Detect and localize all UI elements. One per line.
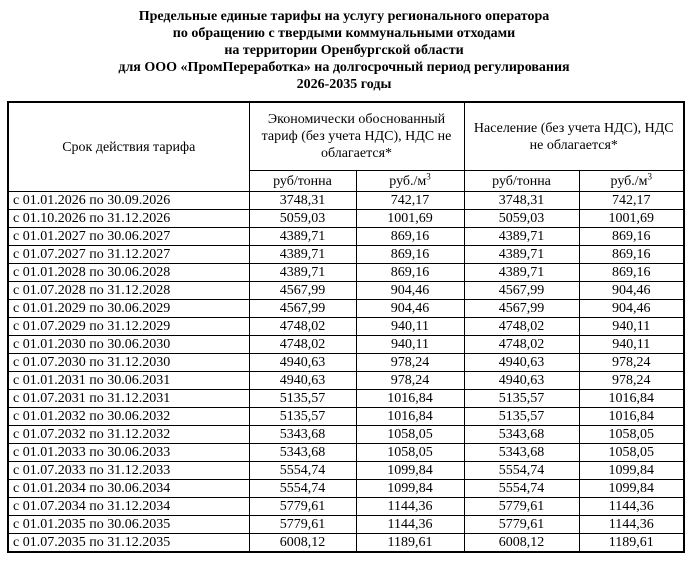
population-rub-per-ton-cell: 3748,31 <box>464 192 579 210</box>
eot-rub-per-ton-cell: 4748,02 <box>249 318 356 336</box>
eot-rub-per-ton-cell: 4389,71 <box>249 246 356 264</box>
table-row <box>8 354 684 372</box>
eot-rub-per-m3-cell: 1001,69 <box>356 210 464 228</box>
population-rub-per-m3-cell: 978,24 <box>579 372 684 390</box>
population-rub-per-ton-cell: 4748,02 <box>464 318 579 336</box>
population-rub-per-m3-cell: 1016,84 <box>579 390 684 408</box>
table-row <box>8 318 684 336</box>
header-eot-unit-ton: руб/тонна <box>249 171 356 192</box>
period-cell: с 01.01.2034 по 30.06.2034 <box>8 480 249 498</box>
population-rub-per-ton-cell: 5779,61 <box>464 516 579 534</box>
table-row <box>8 534 684 553</box>
population-rub-per-m3-cell: 1058,05 <box>579 426 684 444</box>
eot-rub-per-ton-cell: 4940,63 <box>249 372 356 390</box>
population-rub-per-m3-cell: 904,46 <box>579 300 684 318</box>
header-population-unit-ton: руб/тонна <box>464 171 579 192</box>
tariff-table-header <box>8 102 684 192</box>
title-line-2: по обращению с твердыми коммунальными отходами <box>172 26 516 41</box>
eot-rub-per-m3-cell: 978,24 <box>356 372 464 390</box>
table-row <box>8 336 684 354</box>
population-rub-per-ton-cell: 5059,03 <box>464 210 579 228</box>
period-cell: с 01.07.2034 по 31.12.2034 <box>8 498 249 516</box>
population-rub-per-ton-cell: 6008,12 <box>464 534 579 553</box>
table-row <box>8 228 684 246</box>
tariff-table-body <box>8 192 684 553</box>
eot-rub-per-ton-cell: 5135,57 <box>249 408 356 426</box>
population-rub-per-m3-cell: 869,16 <box>579 228 684 246</box>
eot-rub-per-ton-cell: 5059,03 <box>249 210 356 228</box>
table-row <box>8 192 684 210</box>
tariff-table <box>7 101 685 553</box>
population-rub-per-ton-cell: 4389,71 <box>464 228 579 246</box>
population-rub-per-ton-cell: 4748,02 <box>464 336 579 354</box>
table-row <box>8 408 684 426</box>
eot-rub-per-m3-cell: 904,46 <box>356 300 464 318</box>
eot-rub-per-m3-cell: 869,16 <box>356 228 464 246</box>
period-cell: с 01.01.2030 по 30.06.2030 <box>8 336 249 354</box>
population-rub-per-ton-cell: 5554,74 <box>464 480 579 498</box>
eot-rub-per-ton-cell: 3748,31 <box>249 192 356 210</box>
population-rub-per-ton-cell: 4389,71 <box>464 246 579 264</box>
table-row <box>8 246 684 264</box>
eot-rub-per-m3-cell: 1058,05 <box>356 444 464 462</box>
eot-rub-per-m3-cell: 1016,84 <box>356 390 464 408</box>
eot-rub-per-ton-cell: 4389,71 <box>249 228 356 246</box>
eot-rub-per-ton-cell: 5343,68 <box>249 444 356 462</box>
population-rub-per-m3-cell: 1058,05 <box>579 444 684 462</box>
eot-rub-per-ton-cell: 4567,99 <box>249 300 356 318</box>
eot-rub-per-ton-cell: 4748,02 <box>249 336 356 354</box>
table-row <box>8 264 684 282</box>
eot-rub-per-ton-cell: 4389,71 <box>249 264 356 282</box>
population-rub-per-m3-cell: 1016,84 <box>579 408 684 426</box>
population-rub-per-ton-cell: 5554,74 <box>464 462 579 480</box>
population-rub-per-ton-cell: 4940,63 <box>464 372 579 390</box>
period-cell: с 01.01.2031 по 30.06.2031 <box>8 372 249 390</box>
population-rub-per-m3-cell: 1144,36 <box>579 516 684 534</box>
period-cell: с 01.01.2032 по 30.06.2032 <box>8 408 249 426</box>
table-row <box>8 210 684 228</box>
eot-rub-per-m3-cell: 1058,05 <box>356 426 464 444</box>
period-cell: с 01.07.2027 по 31.12.2027 <box>8 246 249 264</box>
eot-rub-per-m3-cell: 978,24 <box>356 354 464 372</box>
population-rub-per-m3-cell: 869,16 <box>579 246 684 264</box>
eot-rub-per-ton-cell: 5554,74 <box>249 480 356 498</box>
eot-rub-per-m3-cell: 1189,61 <box>356 534 464 553</box>
eot-rub-per-m3-cell: 1144,36 <box>356 516 464 534</box>
period-cell: с 01.07.2029 по 31.12.2029 <box>8 318 249 336</box>
table-row <box>8 390 684 408</box>
eot-rub-per-m3-cell: 742,17 <box>356 192 464 210</box>
eot-rub-per-ton-cell: 5779,61 <box>249 516 356 534</box>
period-cell: с 01.01.2033 по 30.06.2033 <box>8 444 249 462</box>
header-period-column: Срок действия тарифа <box>8 102 249 192</box>
header-population-unit-m3 <box>579 171 684 192</box>
table-row <box>8 480 684 498</box>
population-rub-per-m3-cell: 940,11 <box>579 318 684 336</box>
table-row <box>8 516 684 534</box>
period-cell: с 01.07.2031 по 31.12.2031 <box>8 390 249 408</box>
table-row <box>8 300 684 318</box>
population-rub-per-m3-cell: 869,16 <box>579 264 684 282</box>
population-rub-per-ton-cell: 5135,57 <box>464 390 579 408</box>
period-cell: с 01.07.2035 по 31.12.2035 <box>8 534 249 553</box>
eot-rub-per-ton-cell: 5343,68 <box>249 426 356 444</box>
eot-rub-per-ton-cell: 5554,74 <box>249 462 356 480</box>
period-cell: с 01.07.2028 по 31.12.2028 <box>8 282 249 300</box>
title-line-3: на территории Оренбургской области <box>224 43 464 58</box>
header-eot-group: Экономически обоснованный тариф (без учета НДС), НДС не облагается* <box>249 102 464 171</box>
population-rub-per-m3-cell: 742,17 <box>579 192 684 210</box>
population-rub-per-ton-cell: 5779,61 <box>464 498 579 516</box>
unit-m3-text: руб./м <box>389 173 427 189</box>
population-rub-per-m3-cell: 1099,84 <box>579 462 684 480</box>
period-cell: с 01.01.2028 по 30.06.2028 <box>8 264 249 282</box>
period-cell: с 01.07.2030 по 31.12.2030 <box>8 354 249 372</box>
population-rub-per-m3-cell: 1189,61 <box>579 534 684 553</box>
population-rub-per-m3-cell: 940,11 <box>579 336 684 354</box>
period-cell: с 01.01.2026 по 30.09.2026 <box>8 192 249 210</box>
period-cell: с 01.07.2033 по 31.12.2033 <box>8 462 249 480</box>
eot-rub-per-m3-cell: 869,16 <box>356 246 464 264</box>
population-rub-per-ton-cell: 5135,57 <box>464 408 579 426</box>
population-rub-per-m3-cell: 1099,84 <box>579 480 684 498</box>
eot-rub-per-ton-cell: 6008,12 <box>249 534 356 553</box>
eot-rub-per-m3-cell: 940,11 <box>356 318 464 336</box>
population-rub-per-ton-cell: 4940,63 <box>464 354 579 372</box>
period-cell: с 01.01.2035 по 30.06.2035 <box>8 516 249 534</box>
population-rub-per-ton-cell: 5343,68 <box>464 444 579 462</box>
eot-rub-per-ton-cell: 4940,63 <box>249 354 356 372</box>
population-rub-per-ton-cell: 5343,68 <box>464 426 579 444</box>
period-cell: с 01.07.2032 по 31.12.2032 <box>8 426 249 444</box>
population-rub-per-m3-cell: 978,24 <box>579 354 684 372</box>
population-rub-per-ton-cell: 4567,99 <box>464 300 579 318</box>
eot-rub-per-m3-cell: 1099,84 <box>356 462 464 480</box>
table-row <box>8 444 684 462</box>
unit-m3-superscript: 3 <box>426 170 431 181</box>
eot-rub-per-ton-cell: 5779,61 <box>249 498 356 516</box>
period-cell: с 01.10.2026 по 31.12.2026 <box>8 210 249 228</box>
eot-rub-per-m3-cell: 1016,84 <box>356 408 464 426</box>
eot-rub-per-m3-cell: 1099,84 <box>356 480 464 498</box>
table-row <box>8 462 684 480</box>
table-row <box>8 498 684 516</box>
unit-m3-superscript: 3 <box>647 170 653 181</box>
title-line-4: для ООО «ПромПереработка» на долгосрочный период регулирования <box>118 60 570 75</box>
title-line-5: 2026-2035 годы <box>296 77 392 92</box>
eot-rub-per-ton-cell: 4567,99 <box>249 282 356 300</box>
title-line-1: Предельные единые тарифы на услугу регионального оператора <box>138 9 550 24</box>
table-row <box>8 426 684 444</box>
eot-rub-per-m3-cell: 869,16 <box>356 264 464 282</box>
eot-rub-per-m3-cell: 940,11 <box>356 336 464 354</box>
header-population-group: Население (без учета НДС), НДС не облагается* <box>464 102 684 171</box>
table-row <box>8 282 684 300</box>
unit-m3-text: руб./м <box>610 173 648 189</box>
population-rub-per-m3-cell: 1144,36 <box>579 498 684 516</box>
document-title <box>20 8 668 93</box>
eot-rub-per-ton-cell: 5135,57 <box>249 390 356 408</box>
table-row <box>8 372 684 390</box>
header-eot-unit-m3 <box>356 171 464 192</box>
population-rub-per-m3-cell: 904,46 <box>579 282 684 300</box>
period-cell: с 01.01.2027 по 30.06.2027 <box>8 228 249 246</box>
population-rub-per-ton-cell: 4389,71 <box>464 264 579 282</box>
period-cell: с 01.01.2029 по 30.06.2029 <box>8 300 249 318</box>
eot-rub-per-m3-cell: 1144,36 <box>356 498 464 516</box>
eot-rub-per-m3-cell: 904,46 <box>356 282 464 300</box>
population-rub-per-m3-cell: 1001,69 <box>579 210 684 228</box>
population-rub-per-ton-cell: 4567,99 <box>464 282 579 300</box>
